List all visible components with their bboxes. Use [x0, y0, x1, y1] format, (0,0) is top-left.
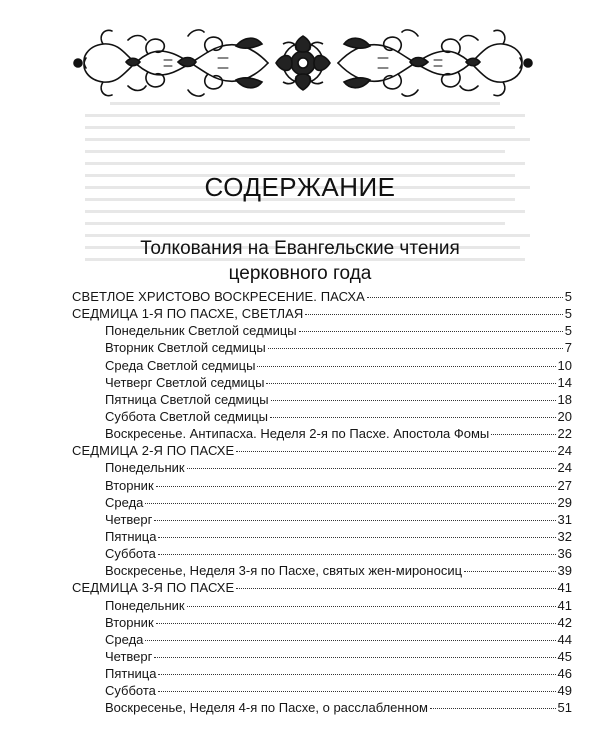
toc-entry[interactable]: [72, 699, 572, 716]
dot-leader: [187, 468, 556, 469]
toc-entry[interactable]: [72, 357, 572, 374]
toc-page-number: 45: [557, 648, 572, 664]
toc-page-number: 41: [557, 580, 572, 596]
toc-page-number: 10: [557, 357, 572, 373]
dot-leader: [268, 348, 563, 349]
toc-entry-label: СЕДМИЦА 3-Я ПО ПАСХЕ: [72, 580, 235, 596]
toc-entry[interactable]: [72, 597, 572, 614]
toc-page-number: 27: [557, 477, 572, 493]
toc-entry-label: СВЕТЛОЕ ХРИСТОВО ВОСКРЕСЕНИЕ. ПАСХА: [72, 289, 365, 304]
dot-leader: [156, 486, 556, 487]
toc-entry-label: Воскресенье, Неделя 4-я по Пасхе, о расслабленном: [105, 700, 428, 716]
toc-entry-label: Четверг Светлой седмицы: [105, 374, 265, 390]
dot-leader: [270, 417, 556, 418]
dot-leader: [491, 434, 555, 435]
toc-page-number: 39: [557, 563, 572, 579]
toc-entry[interactable]: [72, 511, 572, 528]
toc-entry-label: Суббота: [105, 683, 156, 699]
toc-entry-label: Воскресенье. Антипасха. Неделя 2-я по Пасхе. Апостола Фомы: [105, 426, 490, 442]
dot-leader: [266, 383, 555, 384]
dot-leader: [154, 657, 555, 658]
toc-entry-label: Понедельник: [105, 460, 185, 476]
toc-page-number: 51: [557, 700, 572, 716]
dot-leader: [156, 623, 556, 624]
toc-entry[interactable]: [72, 648, 572, 665]
toc-page-number: 42: [557, 614, 572, 630]
dot-leader: [187, 606, 556, 607]
toc-page-number: 32: [557, 528, 572, 544]
toc-page-number: 24: [557, 460, 572, 476]
dot-leader: [158, 691, 556, 692]
toc-entry-label: Четверг: [105, 648, 153, 664]
toc-page-number: 36: [557, 546, 572, 562]
toc-entry-label: Вторник: [105, 614, 154, 630]
toc-section-entry[interactable]: [72, 288, 572, 305]
dot-leader: [367, 297, 563, 298]
toc-entry-label: Понедельник Светлой седмицы: [105, 323, 297, 339]
toc-entry[interactable]: [72, 322, 572, 339]
toc-entry-label: Пятница: [105, 528, 157, 544]
dot-leader: [430, 708, 556, 709]
dot-leader: [236, 451, 555, 452]
subtitle-line: Толкования на Евангельские чтения: [140, 238, 460, 259]
dot-leader: [158, 537, 555, 538]
toc-page-number: 5: [564, 306, 572, 322]
floral-ornament: [68, 22, 538, 104]
toc-entry[interactable]: [72, 459, 572, 476]
toc-entry[interactable]: [72, 528, 572, 545]
toc-entry[interactable]: [72, 339, 572, 356]
toc-entry-label: Суббота Светлой седмицы: [105, 408, 268, 424]
toc-entry[interactable]: [72, 408, 572, 425]
toc-entry-label: Суббота: [105, 546, 156, 562]
toc-page-number: 5: [564, 289, 572, 304]
dot-leader: [154, 520, 555, 521]
toc-page-number: 7: [564, 340, 572, 356]
dot-leader: [257, 366, 555, 367]
toc-page-number: 22: [557, 426, 572, 442]
dot-leader: [236, 588, 555, 589]
toc-page-number: 44: [557, 631, 572, 647]
toc-section-entry[interactable]: [72, 305, 572, 322]
dot-leader: [158, 554, 556, 555]
toc-entry-label: Среда Светлой седмицы: [105, 357, 256, 373]
dot-leader: [145, 503, 555, 504]
toc-section-entry[interactable]: [72, 579, 572, 596]
toc-entry[interactable]: [72, 614, 572, 631]
toc-section-entry[interactable]: [72, 442, 572, 459]
table-of-contents: [72, 288, 572, 717]
toc-page-number: 29: [557, 494, 572, 510]
toc-entry-label: Воскресенье, Неделя 3-я по Пасхе, святых жен-мироносиц: [105, 563, 463, 579]
toc-entry-label: Четверг: [105, 511, 153, 527]
toc-entry[interactable]: [72, 562, 572, 579]
toc-entry-label: Пятница: [105, 666, 157, 682]
toc-page-number: 49: [557, 683, 572, 699]
toc-entry-label: СЕДМИЦА 2-Я ПО ПАСХЕ: [72, 443, 235, 459]
toc-entry[interactable]: [72, 665, 572, 682]
section-subtitle: [0, 236, 600, 286]
toc-entry[interactable]: [72, 425, 572, 442]
dot-leader: [271, 400, 556, 401]
toc-entry-label: СЕДМИЦА 1-Я ПО ПАСХЕ, СВЕТЛАЯ: [72, 306, 304, 322]
toc-entry-label: Вторник: [105, 477, 154, 493]
dot-leader: [299, 331, 563, 332]
toc-entry[interactable]: [72, 374, 572, 391]
toc-entry[interactable]: [72, 477, 572, 494]
toc-entry[interactable]: [72, 631, 572, 648]
page-title: СОДЕРЖАНИЕ: [204, 172, 396, 202]
subtitle-line: церковного года: [228, 263, 372, 284]
toc-entry[interactable]: [72, 682, 572, 699]
toc-entry-label: Вторник Светлой седмицы: [105, 340, 266, 356]
toc-page-number: 41: [557, 597, 572, 613]
toc-page-number: 46: [557, 666, 572, 682]
toc-entry[interactable]: [72, 545, 572, 562]
toc-entry-label: Среда: [105, 494, 144, 510]
toc-page-number: 18: [557, 391, 572, 407]
dot-leader: [464, 571, 556, 572]
dot-leader: [145, 640, 555, 641]
toc-entry[interactable]: [72, 391, 572, 408]
toc-page-number: 20: [557, 408, 572, 424]
dot-leader: [305, 314, 562, 315]
toc-entry[interactable]: [72, 494, 572, 511]
dot-leader: [158, 674, 555, 675]
toc-page-number: 14: [557, 374, 572, 390]
toc-entry-label: Понедельник: [105, 597, 185, 613]
toc-page-number: 31: [557, 511, 572, 527]
toc-entry-label: Среда: [105, 631, 144, 647]
toc-page-number: 5: [564, 323, 572, 339]
toc-page-number: 24: [557, 443, 572, 459]
toc-entry-label: Пятница Светлой седмицы: [105, 391, 269, 407]
